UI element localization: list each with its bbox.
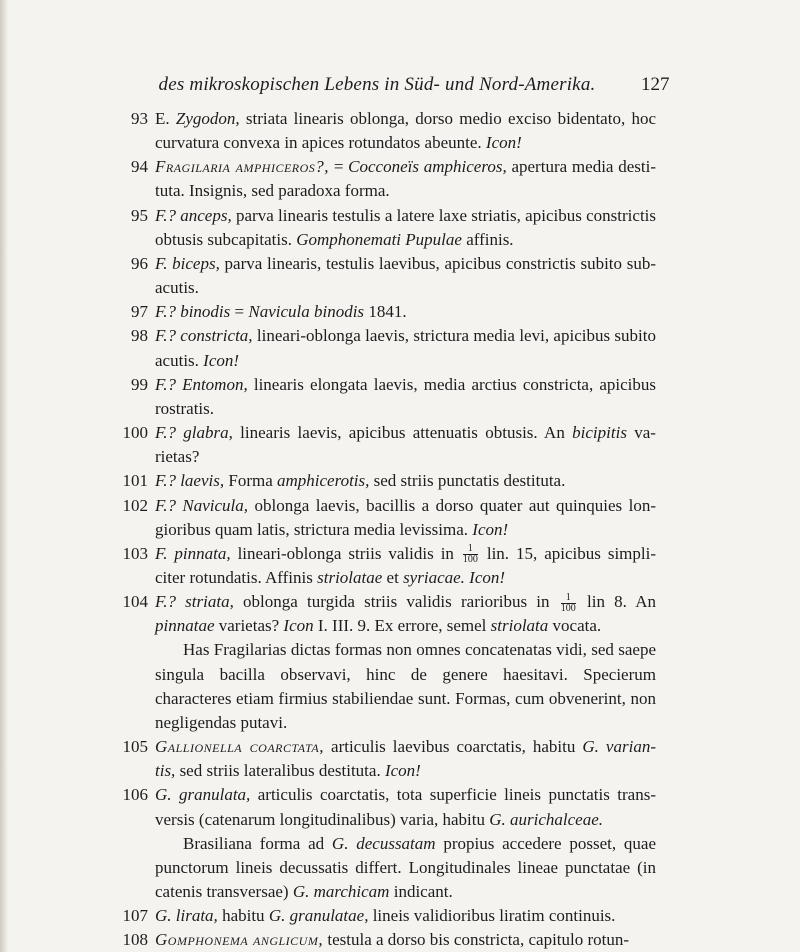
species-name: Gomphonemati Pupulae — [296, 229, 462, 249]
entry-number: 100 — [122, 423, 148, 443]
species-name: F.? Entomon, — [155, 374, 248, 394]
entry-text: sed striis lateralibus destituta. — [175, 761, 385, 781]
icon-ref: Icon! — [384, 761, 421, 781]
entry-text: lineari-oblonga laevis, strictura media levi, apicibus subito acutis. — [155, 326, 656, 370]
species-name: G. marchicam — [292, 882, 390, 901]
entry-text: linearis laevis, apicibus attenuatis obtusis. An — [232, 423, 573, 443]
species-name: G. lirata, — [155, 906, 218, 926]
entry-102 — [122, 494, 656, 542]
entry-108 — [122, 928, 656, 952]
fraction-denominator: 100 — [462, 554, 478, 566]
entry-text: = — [230, 302, 249, 322]
species-name: G. granulatae, — [268, 906, 369, 926]
species-name: F.? striata, — [155, 592, 234, 612]
entry-text: apertura media desti-tuta. Insignis, sed paradoxa forma. — [155, 157, 656, 201]
species-name: G. varian-tis, — [155, 737, 656, 781]
entry-100 — [122, 421, 656, 469]
fraction — [561, 593, 576, 614]
entry-text: lineari-oblonga striis validis in — [230, 543, 461, 563]
species-name: Fragilaria amphiceros?, — [155, 157, 330, 177]
species-name: Navicula binodis — [248, 302, 365, 322]
species-name: pinnatae — [155, 616, 215, 636]
entry-text: Forma — [224, 471, 277, 491]
entry-text: lineis validioribus liratim continuis. — [368, 906, 616, 926]
entry-number: 108 — [122, 930, 148, 950]
species-name: striolata — [490, 616, 549, 636]
entry-text: vocata. — [548, 616, 602, 636]
entry-number: 96 — [131, 253, 148, 273]
entry-number: 102 — [122, 495, 148, 515]
species-name: Zygodon, — [175, 109, 240, 128]
entry-text: et — [382, 567, 404, 587]
entry-101 — [122, 469, 656, 493]
entry-number: 103 — [122, 543, 148, 563]
entry-number: 104 — [122, 592, 148, 612]
entry-number: 95 — [131, 205, 148, 225]
genus-abbrev: E. — [155, 109, 170, 128]
species-name: F.? anceps, — [155, 205, 232, 225]
entry-95 — [126, 204, 656, 252]
entry-96 — [126, 252, 656, 300]
entry-text: . 9. Ex errore, semel — [349, 616, 491, 636]
species-name: Gomphonema anglicum, — [155, 930, 324, 950]
entry-text: linearis elongata laevis, media arctius constricta, apicibus rostratis. — [155, 374, 657, 418]
entry-text: va-rietas? — [155, 423, 656, 467]
fraction-numerator: 1 — [463, 544, 478, 555]
entry-105 — [122, 735, 656, 783]
species-name: F. biceps, — [155, 253, 220, 273]
entry-106 — [122, 783, 656, 831]
icon-ref: Icon — [283, 616, 314, 636]
icon-ref: Icon! — [469, 567, 506, 587]
fraction-numerator: 1 — [561, 593, 576, 604]
entry-number: 99 — [131, 374, 148, 394]
species-name: G. decussatam — [331, 833, 436, 853]
entry-text: habitu — [217, 906, 269, 926]
entry-text: articulis coarctatis, tota superficie lineis punctatis trans-versis (catenarum longitudinalibus) varia, habitu — [155, 785, 656, 829]
running-header: des mikroskopischen Lebens in Süd- und Nord-Amerika. — [158, 74, 596, 95]
entry-number: 97 — [131, 302, 148, 322]
entry-text: oblonga laevis, bacillis a dorso quater aut quinquies lon-gioribus quam latis, strictura media levissima. — [155, 495, 656, 539]
entry-text: lin 8. An — [577, 592, 656, 612]
species-name: G. aurichalceae. — [489, 809, 604, 829]
entry-text: striata linearis oblonga, dorso medio exciso bidentato, hoc curvatura convexa in apices rotundatos abeunte. — [155, 109, 656, 153]
species-name: F. pinnata, — [155, 543, 231, 563]
plate-ref: III — [332, 616, 350, 636]
entry-text: indicant. — [389, 882, 453, 901]
entry-99 — [126, 373, 656, 421]
entry-93 — [126, 107, 656, 155]
species-name: F.? binodis — [155, 302, 231, 322]
species-name: Cocconeïs amphiceros, — [348, 157, 507, 177]
entry-number: 94 — [131, 157, 148, 177]
species-name: bicipitis — [572, 423, 627, 443]
entry-97 — [126, 300, 656, 324]
entry-text: parva linearis testulis a latere laxe striatis, apicibus constrictis obtusis subcapitatis. — [155, 205, 657, 249]
species-name: F.? constricta, — [155, 326, 253, 346]
species-name: Gallionella coarctata, — [155, 737, 325, 757]
entry-text: Brasiliana forma ad — [183, 833, 332, 853]
paragraph-note — [126, 832, 656, 904]
entry-number: 93 — [131, 109, 148, 128]
species-name: striolatae — [317, 567, 383, 587]
entry-text: varietas? — [214, 616, 284, 636]
binding-shadow — [0, 0, 8, 952]
species-name: F.? Navicula, — [155, 495, 249, 515]
fraction-denominator: 100 — [560, 602, 576, 614]
species-name: G. granulata, — [155, 785, 251, 805]
entry-text: affinis. — [461, 229, 514, 249]
species-name: syriacae. — [403, 567, 465, 587]
entry-text: 1841. — [364, 302, 407, 322]
page-number: 127 — [641, 74, 670, 95]
paragraph-note: Has Fragilarias dictas formas non omnes concatenatas vidi, sed saepe singula bacilla observavi, hinc de genere haesitavi. Specierum characteres etiam firmius stabiliendae sunt. Formas, cum obvenerint, non negligendas putavi. — [155, 640, 656, 732]
entry-text: articulis laevibus coarctatis, habitu — [324, 737, 583, 757]
entry-104 — [122, 590, 656, 638]
entry-103 — [122, 542, 657, 590]
entry-text: testula a dorso bis constricta, capitulo rotun- — [323, 930, 630, 950]
entry-text: lin. 15, apicibus simpli-citer rotundatis. Affinis — [155, 543, 657, 587]
entry-98 — [126, 324, 656, 372]
species-name: F.? glabra, — [155, 423, 233, 443]
icon-ref: Icon! — [485, 133, 522, 153]
species-name: amphicerotis, — [277, 471, 370, 491]
page-body — [122, 107, 657, 952]
fraction — [463, 544, 478, 565]
entry-number: 107 — [122, 906, 148, 926]
entry-107 — [122, 904, 656, 928]
entry-text: parva linearis, testulis laevibus, apicibus constrictis subito sub-acutis. — [155, 253, 657, 298]
entry-text: propius accedere posset, quae punctorum lineis decussatis differt. Longitudinales lineae punctatae (in catenis transversae) — [155, 833, 656, 901]
entry-number: 101 — [122, 471, 148, 491]
entry-text: = — [329, 157, 349, 177]
entry-94 — [126, 155, 656, 203]
entry-number: 98 — [131, 326, 148, 346]
entry-text: sed striis punctatis destituta. — [369, 471, 566, 491]
species-name: F.? laevis, — [155, 471, 225, 491]
entry-number: 106 — [122, 785, 148, 805]
entry-number: 105 — [122, 737, 148, 757]
entry-text: oblonga turgida striis validis rarioribus in — [233, 592, 559, 612]
icon-ref: Icon! — [203, 350, 240, 370]
entry-text: I. — [313, 616, 333, 636]
icon-ref: Icon! — [472, 519, 509, 539]
